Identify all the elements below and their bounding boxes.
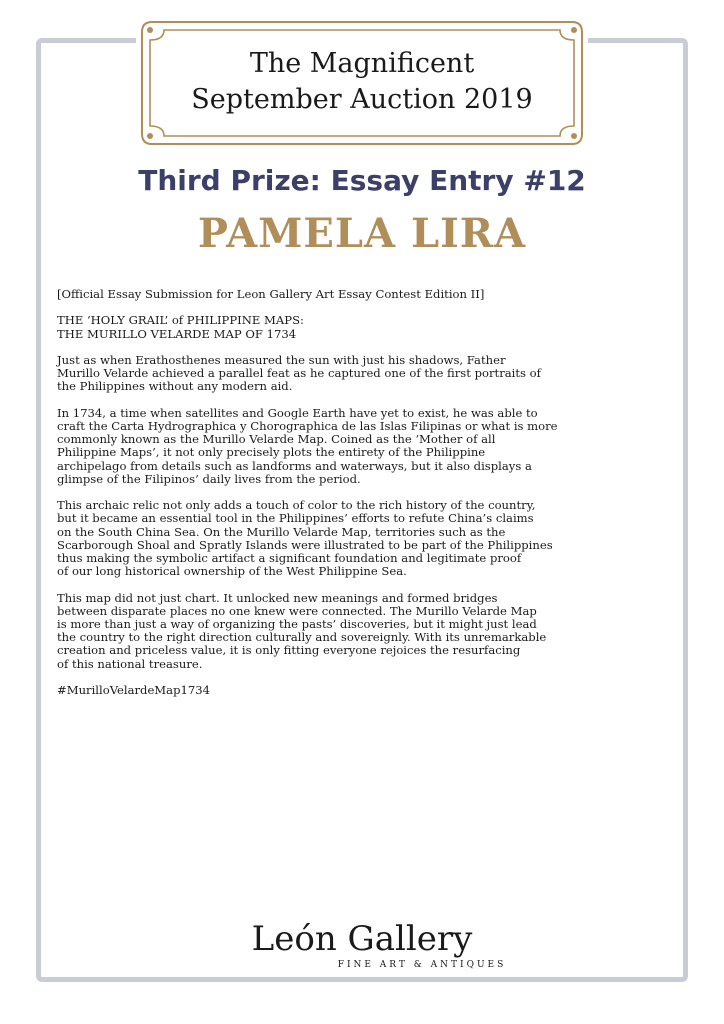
logo-subtitle: FINE ART & ANTIQUES xyxy=(337,960,507,970)
paragraph-3 xyxy=(57,499,669,578)
text-line: thus making the symbolic artifact a significant foundation and legitimate proof xyxy=(57,551,522,565)
paragraph-1 xyxy=(57,354,669,394)
text-line: the Philippines without any modern aid. xyxy=(57,379,293,394)
hashtag: #MurilloVelardeMap1734 xyxy=(57,683,211,697)
text-line: the country to the right direction culturally and sovereignly. With its unremarkable xyxy=(57,630,547,645)
text-line: between disparate places no one knew were connected. The Murillo Velarde Map xyxy=(57,603,537,618)
text-line: craft the Carta Hydrographica y Chorographica de las Islas Filipinas or what is more xyxy=(57,418,558,433)
text-line: creation and priceless value, it is only fitting everyone rejoices the resurfacing xyxy=(57,643,521,658)
submission-note: [Official Essay Submission for Leon Gallery Art Essay Contest Edition II] xyxy=(57,287,485,301)
title-line-2: September Auction 2019 xyxy=(191,84,533,115)
title-cartouche xyxy=(136,16,588,150)
text-line: on the South China Sea. On the Murillo Velarde Map, territories such as the xyxy=(57,524,506,539)
text-line: This archaic relic not only adds a touch of color to the rich history of the country, xyxy=(57,498,536,513)
gallery-logo xyxy=(0,920,724,970)
text-line: This map did not just chart. It unlocked new meanings and formed bridges xyxy=(57,590,498,605)
text-line: Philippine Maps’, it not only precisely plots the entirety of the Philippine xyxy=(57,445,486,460)
text-line: of this national treasure. xyxy=(57,656,203,671)
text-line: of our long historical ownership of the West Philippine Sea. xyxy=(57,564,407,579)
text-line: Scarborough Shoal and Spratly Islands were illustrated to be part of the Philippines xyxy=(57,537,553,552)
text-line: Just as when Erathosthenes measured the sun with just his shadows, Father xyxy=(57,352,506,367)
author-name: PAMELA LIRA xyxy=(197,210,527,257)
text-line: Murillo Velarde achieved a parallel feat as he captured one of the first portraits of xyxy=(57,366,541,381)
text-line: glimpse of the Filipinos’ daily lives from the period. xyxy=(57,471,361,486)
essay-heading-line-1: THE ‘HOLY GRAIL’ of PHILIPPINE MAPS: xyxy=(57,313,304,328)
text-line: is more than just a way of organizing the pasts’ discoveries, but it might just lead xyxy=(57,617,537,631)
text-line: commonly known as the Murillo Velarde Map. Coined as the ‘Mother of all xyxy=(57,432,496,447)
essay-body xyxy=(57,288,669,710)
prize-heading: Third Prize: Essay Entry #12 xyxy=(138,164,586,197)
text-line: but it became an essential tool in the Philippines’ efforts to refute China’s claims xyxy=(57,511,534,526)
text-line: archipelago from details such as landforms and waterways, but it also displays a xyxy=(57,458,532,473)
logo-name: León Gallery xyxy=(251,919,473,959)
title-line-1: The Magnificent xyxy=(249,48,475,79)
paragraph-2 xyxy=(57,407,669,486)
essay-heading-line-2: THE MURILLO VELARDE MAP OF 1734 xyxy=(57,326,297,341)
paragraph-4 xyxy=(57,592,669,671)
text-line: In 1734, a time when satellites and Google Earth have yet to exist, he was able to xyxy=(57,405,538,420)
